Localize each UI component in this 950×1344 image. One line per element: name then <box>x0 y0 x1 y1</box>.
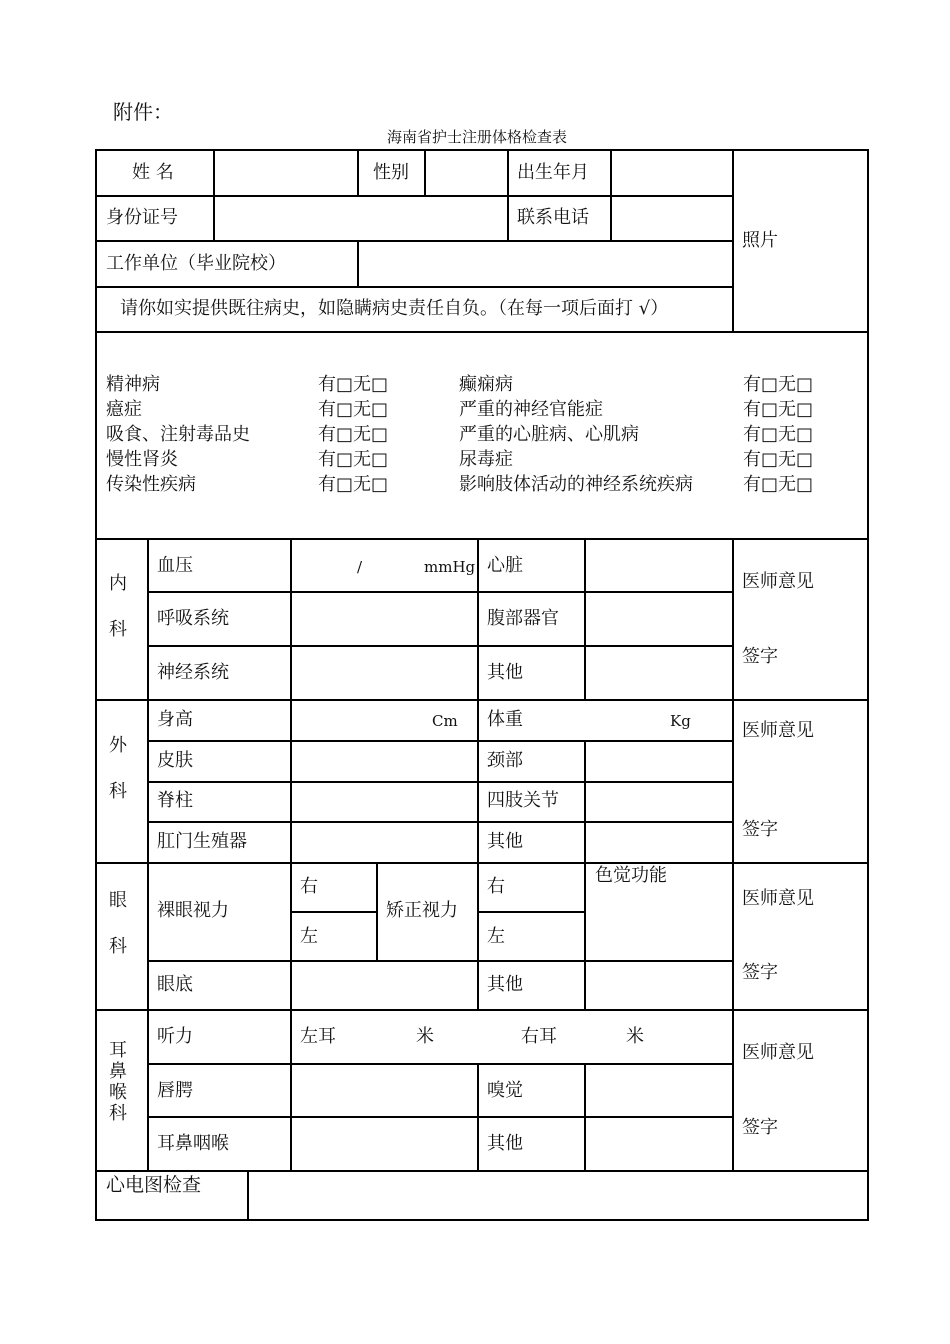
work-label: 工作单位（毕业院校） <box>106 253 286 274</box>
ecg-field[interactable] <box>249 1172 867 1219</box>
photo-label: 照片 <box>742 230 778 251</box>
corrected-right-label: 右 <box>487 876 505 897</box>
weight-unit: Kg <box>670 712 691 730</box>
history-item: 癫痫病 <box>459 374 513 395</box>
gender-label: 性别 <box>373 162 409 183</box>
history-item: 慢性肾炎 <box>106 449 178 470</box>
naked-left-label: 左 <box>300 926 318 947</box>
eye-other-label: 其他 <box>487 974 523 995</box>
section-surgery: 外科 <box>106 734 127 827</box>
fundus-label: 眼底 <box>157 974 193 995</box>
history-item: 严重的神经官能症 <box>459 399 603 420</box>
section-ent: 耳鼻喉科 <box>106 1040 127 1124</box>
history-item: 尿毒症 <box>459 449 513 470</box>
attachment-label: 附件： <box>113 100 173 124</box>
corrected-vision-label: 矫正视力 <box>386 900 458 921</box>
height-unit: Cm <box>432 712 458 730</box>
work-field[interactable] <box>359 242 732 286</box>
name-label: 姓 名 <box>132 162 174 183</box>
naked-vision-label: 裸眼视力 <box>157 900 229 921</box>
limbs-label: 四肢关节 <box>487 790 559 811</box>
height-label: 身高 <box>157 709 193 730</box>
bp-label: 血压 <box>157 555 193 576</box>
name-field[interactable] <box>215 151 357 195</box>
history-item: 传染性疾病 <box>106 474 196 495</box>
right-ear-label: 右耳 <box>521 1026 557 1047</box>
eye-sign-label: 签字 <box>742 962 778 983</box>
ecg-label: 心电图检查 <box>106 1174 202 1196</box>
yes-no-checkbox[interactable]: 有□无□ <box>318 399 389 420</box>
smell-label: 嗅觉 <box>487 1080 523 1101</box>
history-item: 吸食、注射毒品史 <box>106 424 250 445</box>
ent-sign-label: 签字 <box>742 1117 778 1138</box>
naked-right-label: 右 <box>300 876 318 897</box>
eye-opinion-label: 医师意见 <box>742 888 814 909</box>
history-item: 影响肢体活动的神经系统疾病 <box>459 474 693 495</box>
hearing-label: 听力 <box>157 1026 193 1047</box>
anal-genital-label: 肛门生殖器 <box>157 831 247 852</box>
ent-throat-label: 耳鼻咽喉 <box>157 1133 229 1154</box>
lip-palate-label: 唇腭 <box>157 1080 193 1101</box>
corrected-left-label: 左 <box>487 926 505 947</box>
surgery-other-label: 其他 <box>487 831 523 852</box>
bp-unit: mmHg <box>424 558 476 576</box>
birth-field[interactable] <box>612 151 732 195</box>
form-title: 海南省护士注册体格检查表 <box>387 128 568 146</box>
yes-no-checkbox[interactable]: 有□无□ <box>743 424 814 445</box>
respiratory-label: 呼吸系统 <box>157 608 229 629</box>
yes-no-checkbox[interactable]: 有□无□ <box>743 399 814 420</box>
gender-field[interactable] <box>426 151 507 195</box>
neck-label: 颈部 <box>487 750 523 771</box>
phone-label: 联系电话 <box>517 207 589 228</box>
heart-label: 心脏 <box>487 555 523 576</box>
yes-no-checkbox[interactable]: 有□无□ <box>318 449 389 470</box>
ent-opinion-label: 医师意见 <box>742 1042 814 1063</box>
history-item: 严重的心脏病、心肌病 <box>459 424 639 445</box>
ent-other-label: 其他 <box>487 1133 523 1154</box>
abdomen-label: 腹部器官 <box>487 608 559 629</box>
section-internal: 内科 <box>106 572 127 665</box>
history-instruction: 请你如实提供既往病史，如隐瞒病史责任自负。（在每一项后面打 √） <box>120 298 669 319</box>
internal-opinion-label: 医师意见 <box>742 571 814 592</box>
surgery-opinion-label: 医师意见 <box>742 720 814 741</box>
spine-label: 脊柱 <box>157 790 193 811</box>
internal-other-label: 其他 <box>487 662 523 683</box>
yes-no-checkbox[interactable]: 有□无□ <box>318 374 389 395</box>
yes-no-checkbox[interactable]: 有□无□ <box>318 424 389 445</box>
yes-no-checkbox[interactable]: 有□无□ <box>743 449 814 470</box>
history-item: 癔症 <box>106 399 142 420</box>
id-field[interactable] <box>215 197 507 240</box>
nervous-label: 神经系统 <box>157 662 229 683</box>
color-vision-label: 色觉功能 <box>595 865 667 886</box>
surgery-sign-label: 签字 <box>742 819 778 840</box>
left-ear-unit: 米 <box>416 1026 434 1047</box>
skin-label: 皮肤 <box>157 750 193 771</box>
section-eye: 眼科 <box>106 889 127 982</box>
left-ear-label: 左耳 <box>300 1026 336 1047</box>
yes-no-checkbox[interactable]: 有□无□ <box>743 374 814 395</box>
bp-separator: / <box>357 558 363 576</box>
internal-sign-label: 签字 <box>742 646 778 667</box>
weight-label: 体重 <box>487 709 523 730</box>
right-ear-unit: 米 <box>626 1026 644 1047</box>
yes-no-checkbox[interactable]: 有□无□ <box>743 474 814 495</box>
history-item: 精神病 <box>106 374 160 395</box>
yes-no-checkbox[interactable]: 有□无□ <box>318 474 389 495</box>
id-label: 身份证号 <box>106 207 178 228</box>
phone-field[interactable] <box>612 197 732 240</box>
birth-label: 出生年月 <box>517 162 589 183</box>
